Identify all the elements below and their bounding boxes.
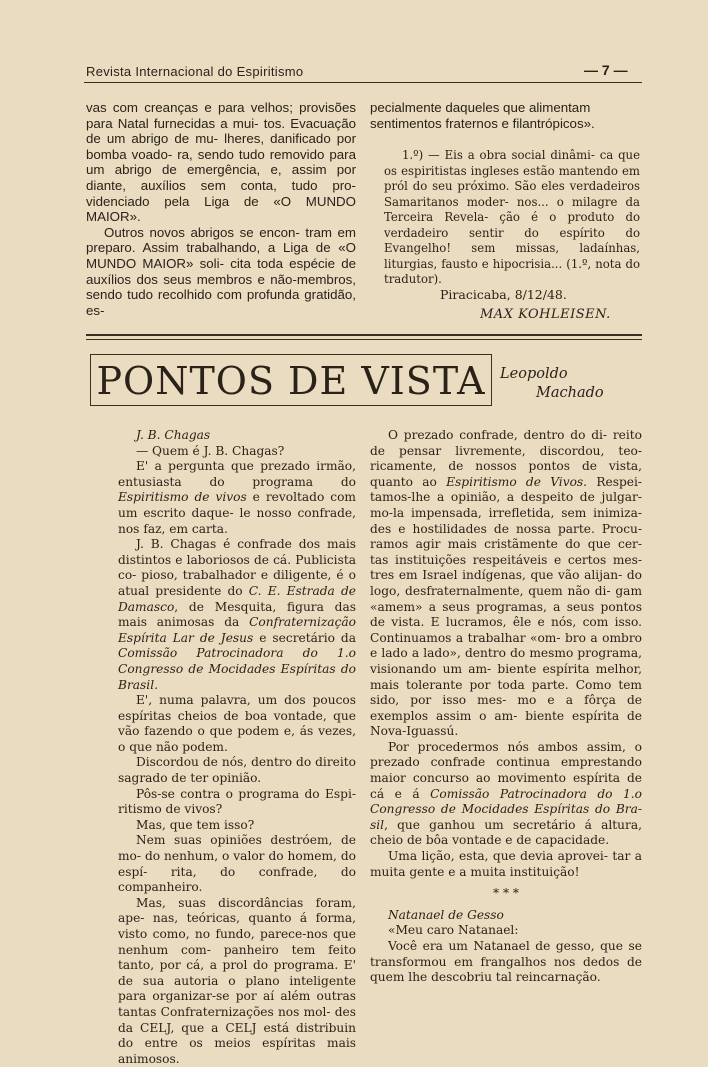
text-run: , que ganhou um secretário á altura, cheio de bôa vontade e de capacidade. — [370, 817, 642, 848]
text-run: e revoltado com um escrito daque- le nosso confrade, nos faz, em carta. — [118, 490, 356, 536]
paragraph: Discordou de nós, dentro do direito sagrado de ter opinião. — [118, 755, 356, 786]
paragraph: — Quem é J. B. Chagas? — [136, 443, 285, 458]
article-left-column — [118, 428, 356, 1067]
paragraph — [118, 459, 356, 537]
author-last-name: Machado — [536, 385, 604, 401]
text-run-italic: Espiritismo de Vivos — [446, 474, 584, 489]
salutation: J. B. Chagas — [136, 428, 211, 442]
translator-note — [384, 148, 640, 288]
text-run-italic: C. E. Estrada de Damasco — [118, 583, 356, 614]
paragraph: Mas, que tem isso? — [136, 817, 255, 832]
text-run: Por procedermos nós ambos assim, o prezado confrade continua emprestando maior concurso ao movimento espírita de cá e á — [370, 739, 642, 801]
text-run: . Respei- tamos-lhe a opinião, a despeito de julgar- mo-la impensada, irrefletida, sem inimiza- des e hostilidades de nossa parte. Procu- ramos agir mais cristãmente do que cer- tas instituições respeitáveis e certos mes- tres em Israel indígenas, que vão alijan- do logo, desfraternalmente, quem não di- gam «amem» a seus programas, a seus pontos de vista. E lucramos, êle e nós, com isso. Continuamos a trabalhar «om- bro a ombro e lado a lado», dentro do mesmo programa, visionando um am- biente espírita melhor, mais tolerante por toda parte. Como tem sido, por isso mes- mo e a fôrça de exemplos assim o am- biente espírita de Nova-Iguassú. — [370, 474, 642, 739]
top-left-column — [86, 100, 356, 318]
section-rule — [86, 334, 642, 336]
article-right-column — [370, 428, 642, 986]
section-rule — [86, 339, 642, 340]
paragraph: Uma lição, esta, que devia aprovei- tar a muita gente e a muita instituição! — [370, 849, 642, 879]
section-separator: * * * — [492, 886, 520, 901]
running-header-title: Revista Internacional do Espiritismo — [86, 64, 304, 79]
page-number: — 7 — — [584, 62, 628, 78]
salutation: Natanael de Gesso — [388, 907, 504, 922]
text-run-italic: Comissão Patrocinadora do 1.o Congresso de Mocidades Espíritas do Brasil. — [118, 646, 356, 692]
paragraph: Outros novos abrigos se encon- tram em preparo. Assim trabalhando, a Liga de «O MUNDO MAIOR» soli- cita toda espécie de auxílios dos seus membros e não-membros, sendo tudo recolhido com profunda gratidão, es- — [86, 224, 356, 318]
paragraph — [370, 740, 642, 849]
signature-name: MAX KOHLEISEN. — [480, 307, 611, 322]
article-title: PONTOS DE VISTA — [90, 354, 492, 406]
paragraph: Mas, suas discordâncias foram, ape- nas, teóricas, quanto á forma, visto como, no fundo, parece-nos que nenhum com- panheiro tem feito tanto, por cá, a prol do programa. E' de sua autoria o plano inteligente para organizar-se por aí além outras tantas Confraternizações nos mol- des da CELJ, que a CELJ está distribuin do entre os meios espíritas mais animosos. — [118, 895, 356, 1066]
header-rule — [84, 82, 642, 83]
paragraph: vas com creanças e para velhos; provisões para Natal furnecidas a mui- tos. Evacuação de um abrigo de mu- lheres, danificado por bomba voado- ra, sendo tudo removido para um abrigo de emergência, e, assim por diante, auxílios sem conta, tudo pro- videnciado pela Liga de «O MUNDO MAIOR». — [86, 100, 356, 225]
text-run-italic: Comissão Patrocinadora do 1.o Congresso de Mocidades Espíritas do Bra- sil — [370, 786, 642, 832]
text-run: E' a pergunta que prezado irmão, entusiasta do programa do — [118, 459, 356, 489]
author-first-name: Leopoldo — [500, 366, 568, 382]
signature-place-date: Piracicaba, 8/12/48. — [440, 287, 567, 302]
text-run: J. B. Chagas é confrade dos mais distintos e laboriosos de cá. Publicista co- pioso, trabalhador e diligente, é o atual presidente do — [118, 537, 356, 598]
paragraph: «Meu caro Natanael: — [388, 923, 519, 938]
paragraph: pecialmente daqueles que alimentam sentimentos fraternos e filantrópicos». — [370, 100, 595, 131]
text-run: e secretário da — [253, 630, 356, 645]
paragraph — [370, 428, 642, 740]
text-run: , de Mesquita, figura das mais animosas da — [118, 599, 356, 630]
paragraph — [118, 537, 356, 693]
top-right-column — [370, 100, 642, 131]
text-run-italic: Espiritismo de vivos — [118, 490, 247, 505]
paragraph: E', numa palavra, um dos poucos espíritas cheios de boa vontade, que vão fazendo o que podem e, ás vezes, o que não podem. — [118, 693, 356, 754]
paragraph: Nem suas opiniões destróem, de mo- do nenhum, o valor do homem, do espí- rita, do confrade, do companheiro. — [118, 833, 356, 895]
paragraph: Você era um Natanael de gesso, que se transformou em frangalhos nos dedos de quem lhe descobriu tal reincarnação. — [370, 939, 642, 985]
paragraph: Pôs-se contra o programa do Espi- ritismo de vivos? — [118, 786, 356, 817]
text-run-italic: Confraternização Espírita Lar de Jesus — [118, 615, 356, 645]
text-run: O prezado confrade, dentro do di- reito de pensar livremente, discordou, teo- ricamente, de nossos pontos de vista, quanto ao — [370, 428, 642, 489]
note-text: 1.º) — Eis a obra social dinâmi- ca que os espiritistas ingleses estão mantendo em pról do seu próximo. São eles verdadeiros Samaritanos moder- nos... o milagre da Terceira Revela- ção é o produto do verdadeiro sentir do espírito do Evangelho! sem missas, ladaínhas, liturgias, fausto e hipocrisia... (1.º, nota do tradutor). — [384, 148, 640, 286]
